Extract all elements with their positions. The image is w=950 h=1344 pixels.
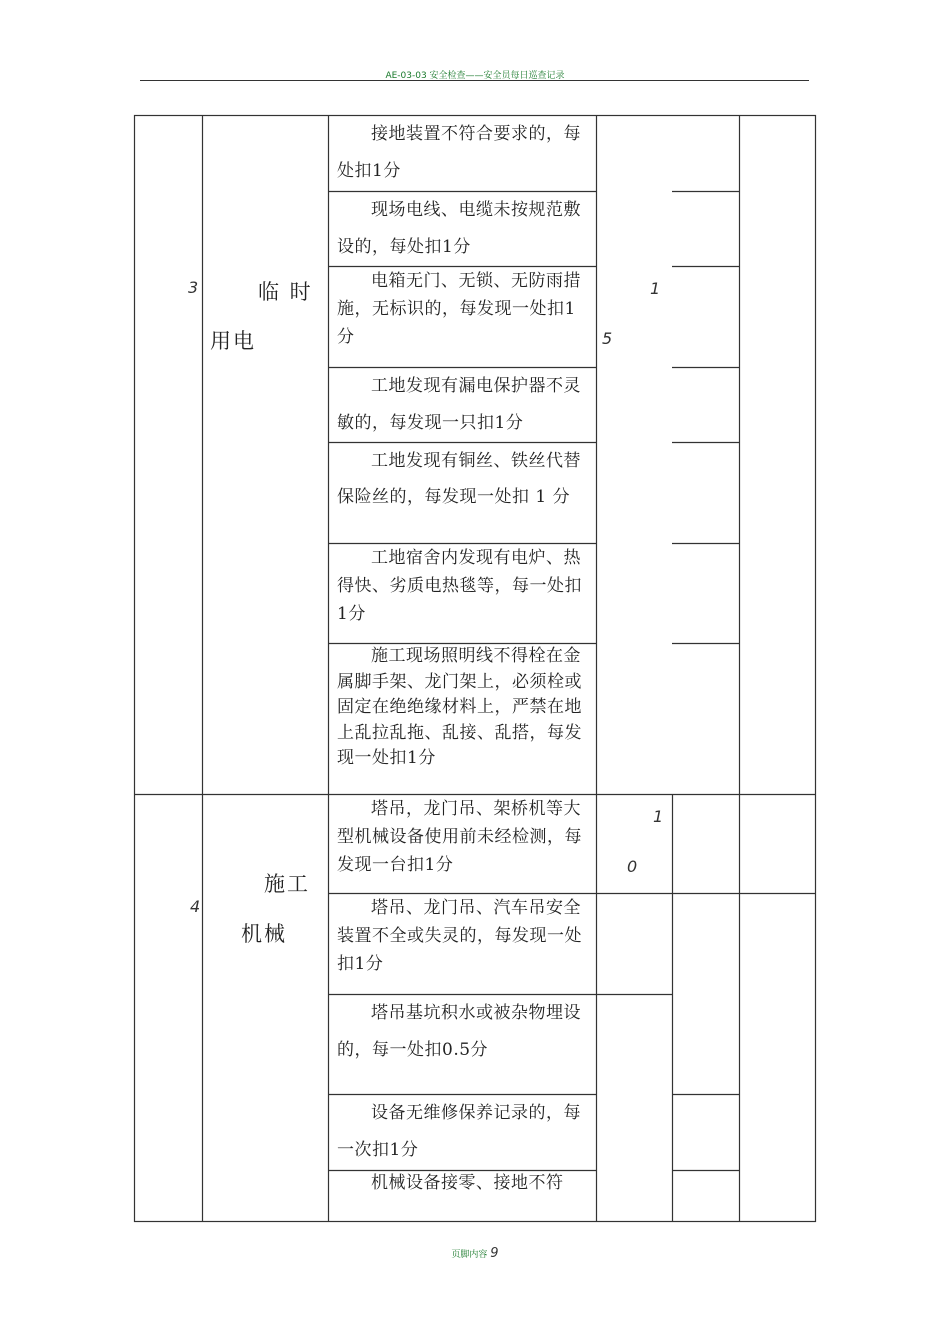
criterion-text: 现场电线、电缆未按规范敷设的，每处扣1分 — [337, 200, 581, 257]
section-score-digit: 0 — [627, 857, 638, 876]
section-score-digit: 5 — [602, 329, 613, 348]
section-number: 3 — [188, 278, 199, 297]
criterion-text: 工地宿舍内发现有电炉、热得快、劣质电热毯等，每一处扣1分 — [337, 548, 582, 624]
criterion-text: 机械设备接零、接地不符 — [371, 1173, 564, 1193]
section-number: 4 — [190, 897, 201, 916]
criterion-text: 塔吊，龙门吊、架桥机等大型机械设备使用前未经检测，每发现一台扣1分 — [337, 799, 582, 875]
criterion-text: 塔吊基坑积水或被杂物埋设的，每一处扣0.5分 — [337, 1003, 581, 1060]
criterion-text: 接地装置不符合要求的，每处扣1分 — [337, 124, 581, 181]
page-number: 9 — [490, 1246, 499, 1261]
page-footer — [0, 1246, 950, 1261]
criterion-text: 工地发现有铜丝、铁丝代替保险丝的，每发现一处扣 1 分 — [337, 451, 581, 507]
criterion-text: 设备无维修保养记录的，每一次扣1分 — [337, 1103, 581, 1160]
section-category-line: 临 时 — [258, 280, 313, 304]
section-category-line: 用电 — [210, 329, 256, 353]
criterion-text: 塔吊、龙门吊、汽车吊安全装置不全或失灵的，每发现一处扣1分 — [337, 898, 582, 974]
section-score-digit: 1 — [650, 279, 661, 298]
page-header: AE-03-03 安全检查——安全员每日巡查记录 — [385, 71, 565, 81]
criterion-text: 施工现场照明线不得栓在金属脚手架、龙门架上，必须栓或固定在绝绝缘材料上，严禁在地上乱拉乱拖、乱接、乱搭，每发现一处扣1分 — [337, 646, 582, 768]
criterion-text: 电箱无门、无锁、无防雨措施，无标识的，每发现一处扣1分 — [337, 271, 581, 347]
section-category-line: 机械 — [241, 922, 287, 946]
section-score-digit: 1 — [653, 807, 664, 826]
footer-label: 页脚内容 — [451, 1250, 488, 1260]
section-category-line: 施工 — [264, 872, 310, 896]
criterion-text: 工地发现有漏电保护器不灵敏的，每发现一只扣1分 — [337, 376, 581, 433]
